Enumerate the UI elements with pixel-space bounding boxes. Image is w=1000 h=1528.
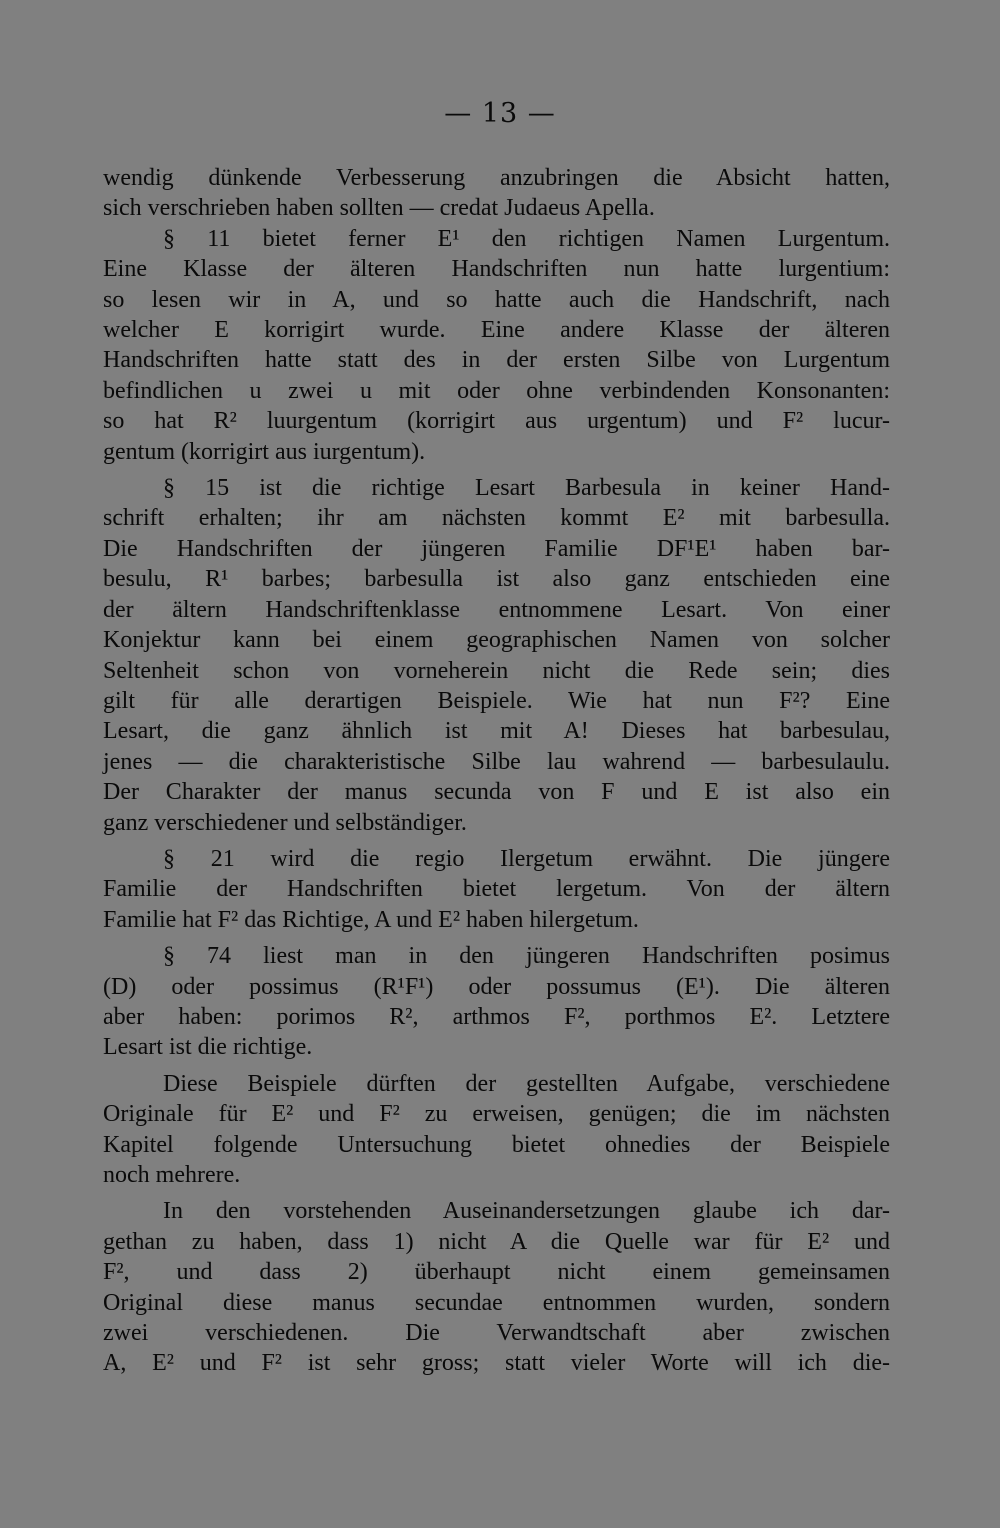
text-line: Familie der Handschriften bietet lergetum. Von der ältern: [103, 876, 890, 903]
text-line: Kapitel folgende Untersuchung bietet ohnedies der Beispiele: [103, 1131, 890, 1158]
text-line: (D) oder possimus (R¹F¹) oder possumus (E¹). Die älteren: [103, 973, 890, 1000]
text-line: Lesart, die ganz ähnlich ist mit A! Dieses hat barbesulau,: [103, 718, 890, 745]
text-line: In den vorstehenden Auseinandersetzungen glaube ich dar-: [163, 1198, 890, 1225]
text-line: A, E² und F² ist sehr gross; statt vieler Worte will ich die-: [103, 1350, 890, 1377]
text-line: Eine Klasse der älteren Handschriften nun hatte lurgentium:: [103, 256, 890, 283]
text-line: F², und dass 2) überhaupt nicht einem gemeinsamen: [103, 1259, 890, 1286]
text-line: aber haben: porimos R², arthmos F², porthmos E². Letztere: [103, 1003, 890, 1030]
text-line: welcher E korrigirt wurde. Eine andere Klasse der älteren: [103, 317, 890, 344]
text-line: § 11 bietet ferner E¹ den richtigen Namen Lurgentum.: [163, 225, 890, 252]
text-line: Konjektur kann bei einem geographischen Namen von solcher: [103, 627, 890, 654]
paragraph: [103, 941, 890, 1063]
text-line: sich verschrieben haben sollten — credat Judaeus Apella.: [103, 195, 655, 222]
text-line: Lesart ist die richtige.: [103, 1034, 313, 1061]
text-line: § 74 liest man in den jüngeren Handschriften posimus: [163, 943, 890, 970]
text-line: Die Handschriften der jüngeren Familie DF¹E¹ haben bar-: [103, 535, 890, 562]
text-line: Originale für E² und F² zu erweisen, genügen; die im nächsten: [103, 1101, 890, 1128]
text-line: so hat R² luurgentum (korrigirt aus urgentum) und F² lucur-: [103, 408, 890, 435]
text-line: gethan zu haben, dass 1) nicht A die Quelle war für E² und: [103, 1228, 890, 1255]
paragraph: [103, 224, 890, 467]
text-line: § 15 ist die richtige Lesart Barbesula in keiner Hand-: [163, 475, 890, 502]
text-line: befindlichen u zwei u mit oder ohne verbindenden Konsonanten:: [103, 377, 890, 404]
text-line: Handschriften hatte statt des in der ersten Silbe von Lurgentum: [103, 347, 890, 374]
text-line: gentum (korrigirt aus iurgentum).: [103, 438, 426, 465]
paragraph: [103, 844, 890, 935]
text-line: Diese Beispiele dürften der gestellten Aufgabe, verschiedene: [163, 1070, 890, 1097]
text-line: noch mehrere.: [103, 1162, 241, 1188]
text-line: Seltenheit schon von vorneherein nicht die Rede sein; dies: [103, 657, 890, 684]
text-line: schrift erhalten; ihr am nächsten kommt E² mit barbesulla.: [103, 505, 890, 532]
paragraph: [103, 473, 890, 838]
page-number: — 13 —: [444, 98, 556, 129]
text-line: Familie hat F² das Richtige, A und E² haben hilergetum.: [103, 906, 639, 933]
text-line: gilt für alle derartigen Beispiele. Wie hat nun F²? Eine: [103, 687, 890, 714]
text-line: § 21 wird die regio Ilergetum erwähnt. Die jüngere: [163, 845, 890, 872]
paragraph: [103, 1196, 890, 1378]
text-line: wendig dünkende Verbesserung anzubringen die Absicht hatten,: [103, 165, 890, 191]
text-line: zwei verschiedenen. Die Verwandtschaft aber zwischen: [103, 1320, 890, 1347]
paragraph: [103, 1069, 890, 1191]
text-line: so lesen wir in A, und so hatte auch die Handschrift, nach: [103, 286, 890, 313]
text-line: jenes — die charakteristische Silbe lau wahrend — barbesulaulu.: [103, 748, 890, 775]
body-text: [103, 163, 890, 1379]
text-line: ganz verschiedener und selbständiger.: [103, 809, 467, 836]
text-line: der ältern Handschriftenklasse entnommene Lesart. Von einer: [103, 596, 890, 623]
text-line: besulu, R¹ barbes; barbesulla ist also ganz entschieden eine: [103, 566, 890, 593]
paragraph: [103, 163, 890, 224]
text-line: Original diese manus secundae entnommen wurden, sondern: [103, 1289, 890, 1316]
text-line: Der Charakter der manus secunda von F und E ist also ein: [103, 779, 890, 806]
